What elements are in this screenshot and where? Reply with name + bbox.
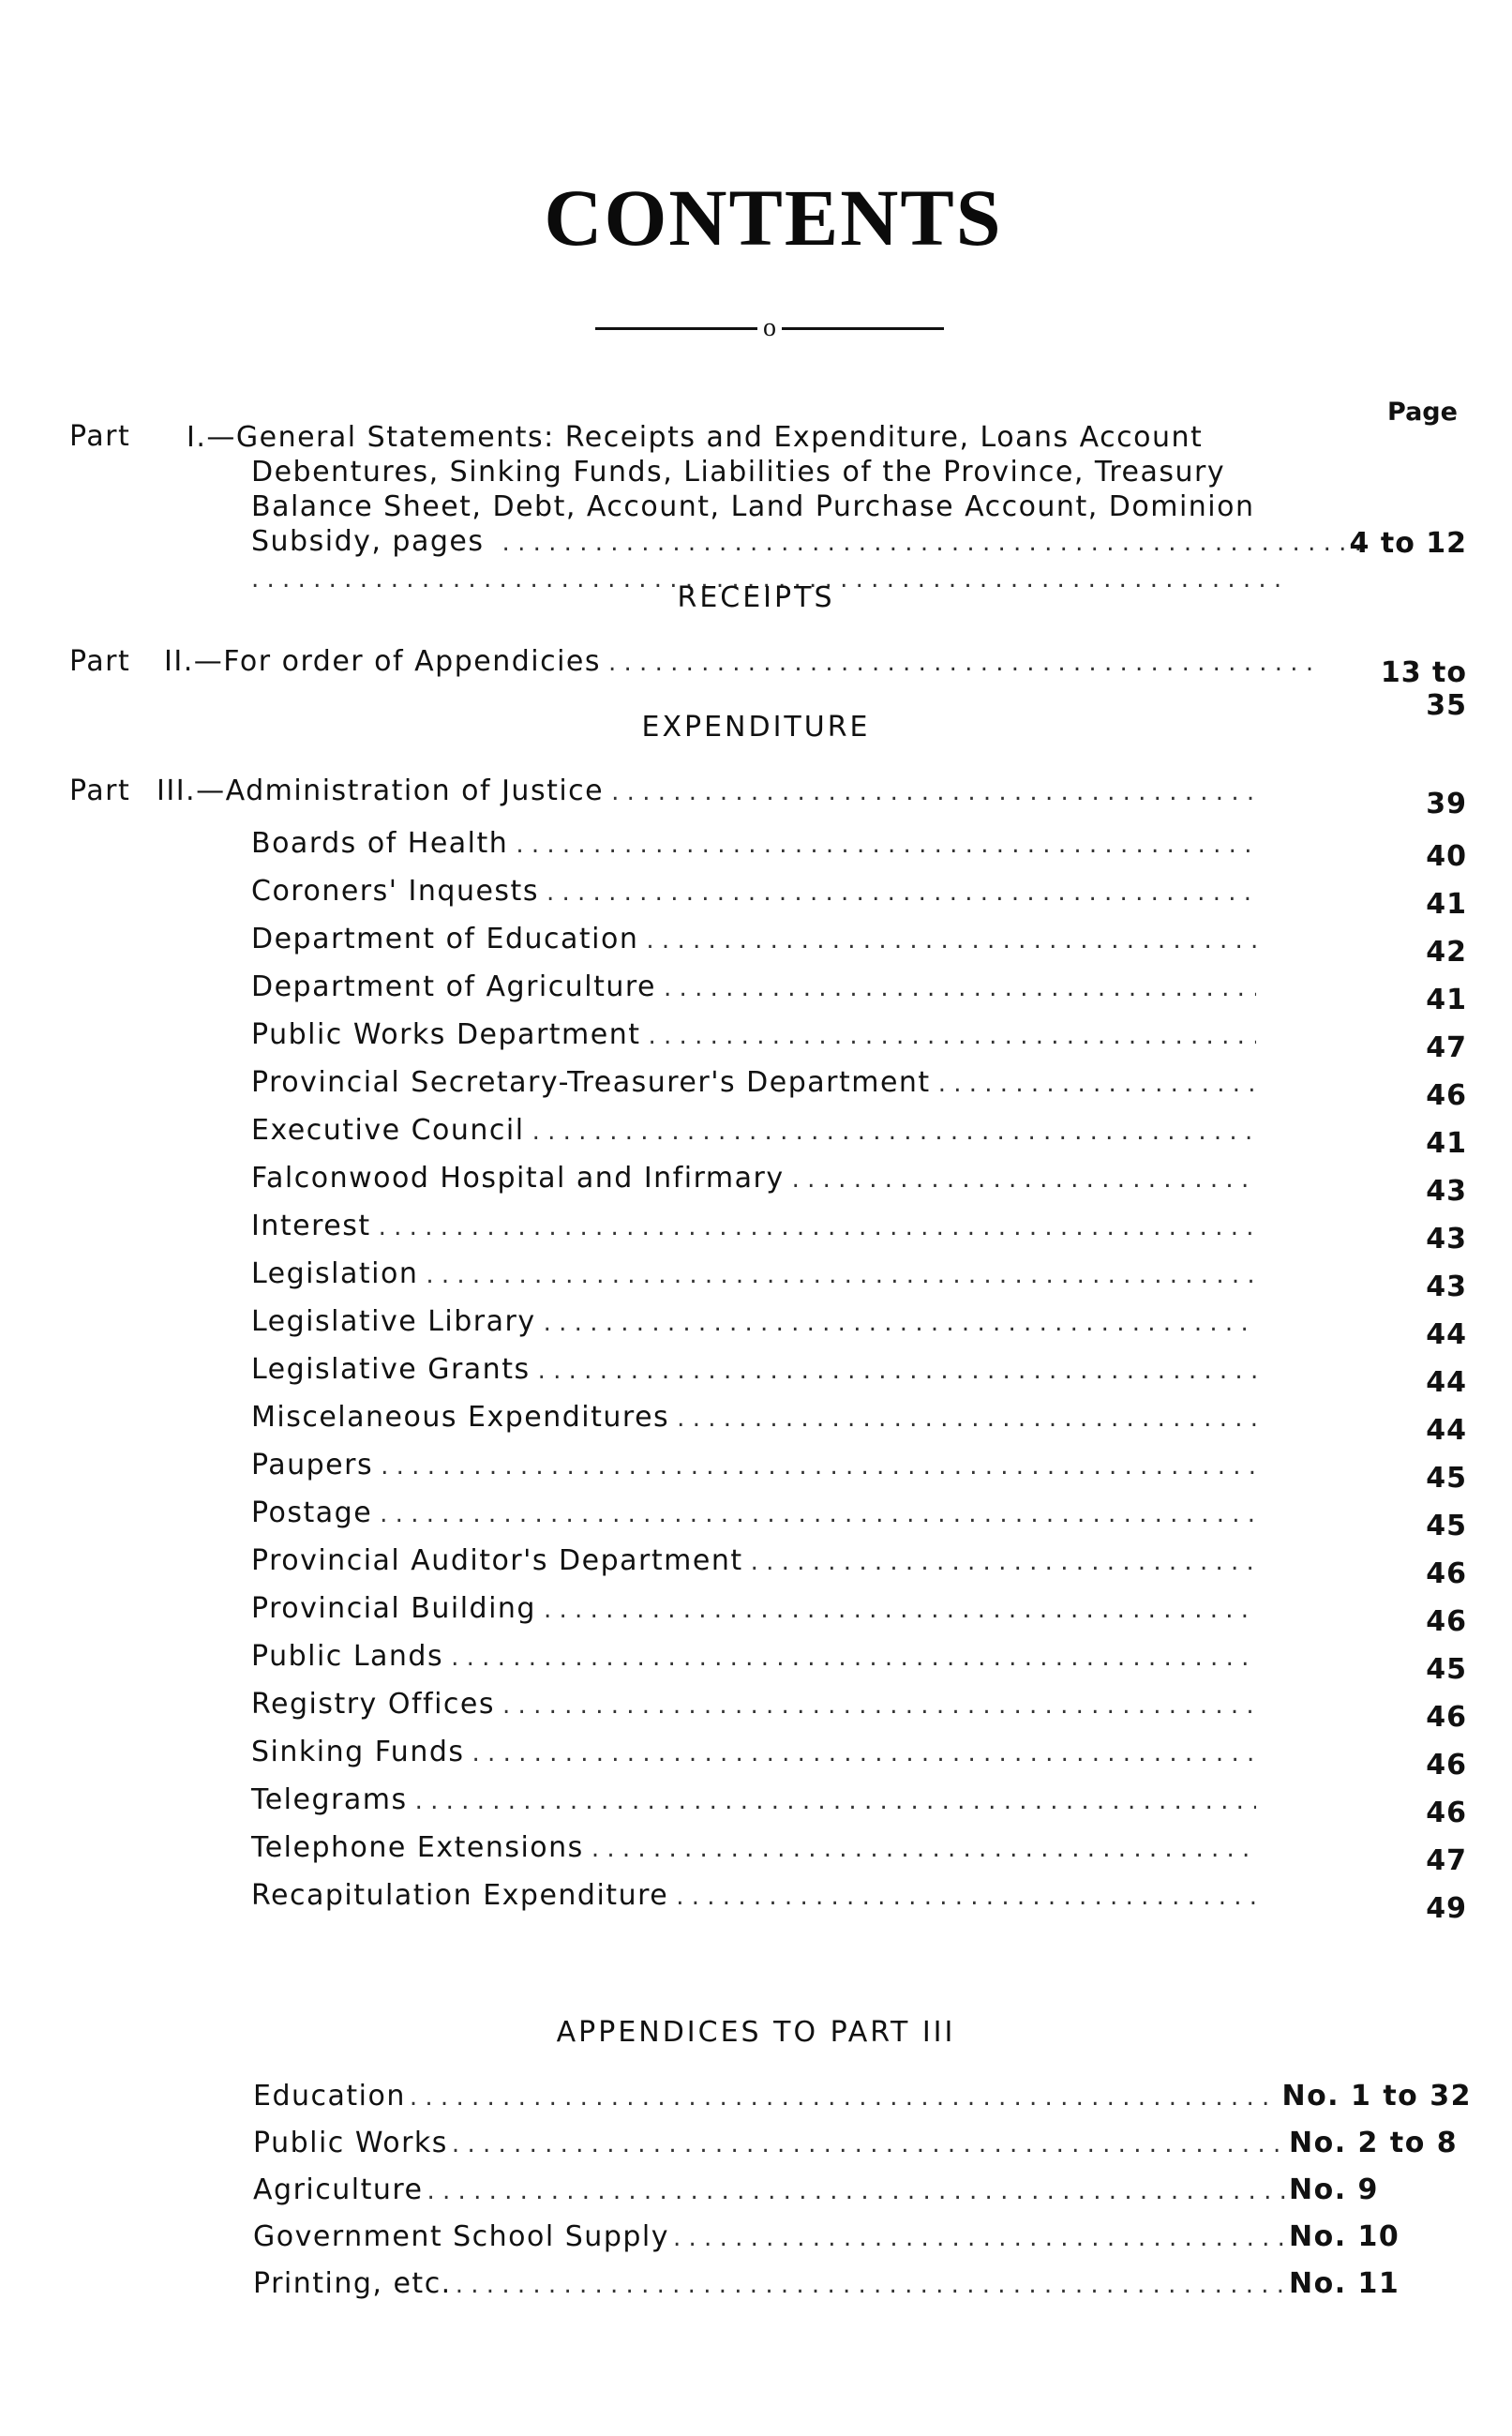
ornament-rule-left <box>595 327 757 330</box>
appendix-entry-label: Government School Supply <box>253 2220 669 2253</box>
toc-entry-page: 45 <box>1426 1653 1467 1686</box>
toc-entry-page: 40 <box>1426 840 1467 873</box>
toc-entry-label: Telephone Extensions <box>251 1831 584 1864</box>
toc-entry-label: Legislative Library <box>251 1305 536 1338</box>
appendix-entry-ref: No. 9 <box>1289 2173 1379 2206</box>
toc-entry-label: Coroners' Inquests <box>251 875 539 908</box>
toc-entry-page: 45 <box>1426 1510 1467 1542</box>
toc-entry <box>251 970 1264 1003</box>
toc-entry-label: Paupers <box>251 1449 374 1481</box>
toc-entry-page: 46 <box>1426 1079 1467 1112</box>
appendix-entry-ref: No. 2 to 8 <box>1289 2127 1459 2159</box>
part-label: Part <box>69 774 131 807</box>
dot-leader <box>451 1644 1256 1672</box>
appendix-entry-ref: No. 11 <box>1289 2267 1400 2300</box>
part-1-line: Balance Sheet, Debt, Account, Land Purchase Account, Dominion <box>251 490 1255 523</box>
toc-entry <box>251 1879 1264 1912</box>
toc-entry-page: 45 <box>1426 1462 1467 1495</box>
toc-entry-page: 44 <box>1426 1366 1467 1399</box>
toc-entry-page: 46 <box>1426 1749 1467 1782</box>
dot-leader <box>591 1835 1256 1863</box>
toc-entry-label: Miscelaneous Expenditures <box>251 1401 670 1434</box>
dot-leader <box>646 926 1256 955</box>
dot-leader <box>608 649 1319 677</box>
part-label: Part <box>69 420 131 453</box>
toc-entry <box>251 1831 1264 1864</box>
toc-entry-label: Provincial Auditor's Department <box>251 1544 743 1577</box>
toc-entry-label: Sinking Funds <box>251 1736 465 1768</box>
toc-entry-page: 41 <box>1426 1127 1467 1160</box>
toc-entry-label: Legislative Grants <box>251 1353 531 1386</box>
toc-entry <box>251 1353 1264 1386</box>
toc-entry-page: 44 <box>1426 1318 1467 1351</box>
dot-leader <box>751 1548 1256 1576</box>
dot-leader <box>379 1213 1256 1241</box>
expenditure-heading: EXPENDITURE <box>641 711 871 744</box>
toc-entry-page: 46 <box>1426 1701 1467 1734</box>
appendices-heading: APPENDICES TO PART III <box>556 2016 956 2049</box>
toc-entry-label: Interest <box>251 1210 371 1242</box>
toc-entry-page: 43 <box>1426 1271 1467 1303</box>
toc-entry-page: 41 <box>1426 984 1467 1016</box>
toc-entry <box>251 1449 1264 1481</box>
part-2-entry <box>164 645 1326 678</box>
part-label: Part <box>69 645 131 678</box>
dot-leader <box>544 1309 1256 1337</box>
toc-entry <box>251 1783 1264 1816</box>
dot-leader <box>410 2083 1279 2112</box>
dot-leader <box>673 2224 1285 2252</box>
toc-entry-page: 47 <box>1426 1031 1467 1064</box>
toc-entry <box>251 1305 1264 1338</box>
dot-leader <box>538 1357 1256 1385</box>
appendix-entry <box>253 2127 1472 2159</box>
part-3-text: III.—Administration of Justice <box>157 774 605 807</box>
dot-leader <box>381 1452 1256 1481</box>
part-1-last-line-text: Subsidy, pages <box>251 525 485 558</box>
toc-entry-page: 49 <box>1426 1892 1467 1925</box>
toc-entry-label: Boards of Health <box>251 827 509 860</box>
part-2-pages: 13 to 35 <box>1380 656 1467 722</box>
dot-leader <box>611 778 1255 806</box>
toc-entry-label: Falconwood Hospital and Infirmary <box>251 1162 785 1195</box>
toc-entry <box>251 875 1264 908</box>
appendix-entry-label: Printing, etc. <box>253 2267 452 2300</box>
toc-entry-label: Recapitulation Expenditure <box>251 1879 669 1912</box>
dot-leader <box>532 1118 1256 1146</box>
dot-leader <box>502 1692 1256 1720</box>
dot-leader <box>380 1500 1256 1528</box>
dot-leader <box>649 1022 1257 1050</box>
appendix-entry-label: Public Works <box>253 2127 448 2159</box>
toc-entry-label: Public Lands <box>251 1640 444 1673</box>
page-title: CONTENTS <box>544 173 1003 263</box>
toc-entry-label: Registry Offices <box>251 1688 496 1721</box>
toc-entry <box>251 827 1264 860</box>
appendix-entry-ref: No. 1 to 32 <box>1281 2080 1472 2113</box>
dot-leader <box>938 1070 1256 1098</box>
appendix-entry-ref: No. 10 <box>1289 2220 1400 2253</box>
dot-leader <box>664 974 1256 1002</box>
toc-entry-page: 46 <box>1426 1797 1467 1829</box>
toc-entry <box>251 923 1264 955</box>
toc-entry-label: Legislation <box>251 1257 419 1290</box>
appendix-entry <box>253 2267 1472 2300</box>
toc-entry-label: Postage <box>251 1496 373 1529</box>
dot-leader <box>472 1739 1256 1767</box>
appendix-entry-label: Agriculture <box>253 2173 424 2206</box>
toc-entry <box>251 1401 1264 1434</box>
toc-entry-page: 43 <box>1426 1223 1467 1256</box>
part-1-pages: 4 to 12 <box>1349 527 1467 560</box>
toc-entry-label: Provincial Building <box>251 1592 536 1625</box>
toc-entry <box>251 1066 1264 1099</box>
part-1-line: I.—General Statements: Receipts and Expenditure, Loans Account <box>187 421 1204 454</box>
toc-entry-label: Public Works Department <box>251 1018 641 1051</box>
part-2-text: II.—For order of Appendicies <box>164 645 601 678</box>
dot-leader <box>677 1405 1256 1433</box>
part-1-line: Debentures, Sinking Funds, Liabilities of the Province, Treasury <box>251 456 1226 489</box>
toc-entry <box>251 1018 1264 1051</box>
dot-leader <box>426 1261 1256 1289</box>
toc-entry <box>251 1114 1264 1147</box>
toc-entry <box>251 1640 1264 1673</box>
part-1-entry <box>187 420 1368 597</box>
appendix-entry-label: Education <box>253 2080 406 2113</box>
toc-entry-page: 43 <box>1426 1175 1467 1208</box>
ornament-rule-right <box>782 327 944 330</box>
toc-entry-label: Telegrams <box>251 1783 408 1816</box>
toc-entry-label: Department of Education <box>251 923 639 955</box>
toc-entry-label: Department of Agriculture <box>251 970 657 1003</box>
toc-entry-page: 44 <box>1426 1414 1467 1447</box>
toc-entry <box>251 1210 1264 1242</box>
toc-entry <box>251 1257 1264 1290</box>
toc-entry <box>251 1162 1264 1195</box>
toc-entry <box>251 1496 1264 1529</box>
dot-leader <box>676 1883 1256 1911</box>
dot-leader <box>544 1596 1256 1624</box>
page-column-label: Page <box>1387 398 1458 427</box>
toc-entry <box>251 1688 1264 1721</box>
appendix-entry <box>253 2080 1472 2113</box>
toc-entry <box>251 1736 1264 1768</box>
toc-entry-page: 42 <box>1426 936 1467 969</box>
toc-entry-page: 47 <box>1426 1844 1467 1877</box>
dot-leader <box>427 2177 1286 2205</box>
toc-entry <box>251 1592 1264 1625</box>
toc-entry-page: 46 <box>1426 1605 1467 1638</box>
appendix-entry <box>253 2220 1472 2253</box>
dot-leader <box>415 1787 1256 1815</box>
toc-entry <box>251 1544 1264 1577</box>
title-ornament <box>595 309 944 347</box>
dot-leader <box>452 2130 1285 2158</box>
part-3-page: 39 <box>1426 788 1467 820</box>
ornament-circle: o <box>763 313 776 342</box>
toc-entry-page: 46 <box>1426 1557 1467 1590</box>
appendix-entry <box>253 2173 1472 2206</box>
toc-entry-page: 41 <box>1426 888 1467 921</box>
toc-entry-label: Provincial Secretary-Treasurer's Department <box>251 1066 931 1099</box>
part-3-entry <box>157 774 1263 807</box>
toc-entry-label: Executive Council <box>251 1114 525 1147</box>
dot-leader <box>516 831 1256 859</box>
receipts-heading: RECEIPTS <box>677 581 835 614</box>
dot-leader <box>456 2271 1285 2299</box>
dot-leader <box>792 1165 1256 1194</box>
dot-leader <box>546 879 1256 907</box>
